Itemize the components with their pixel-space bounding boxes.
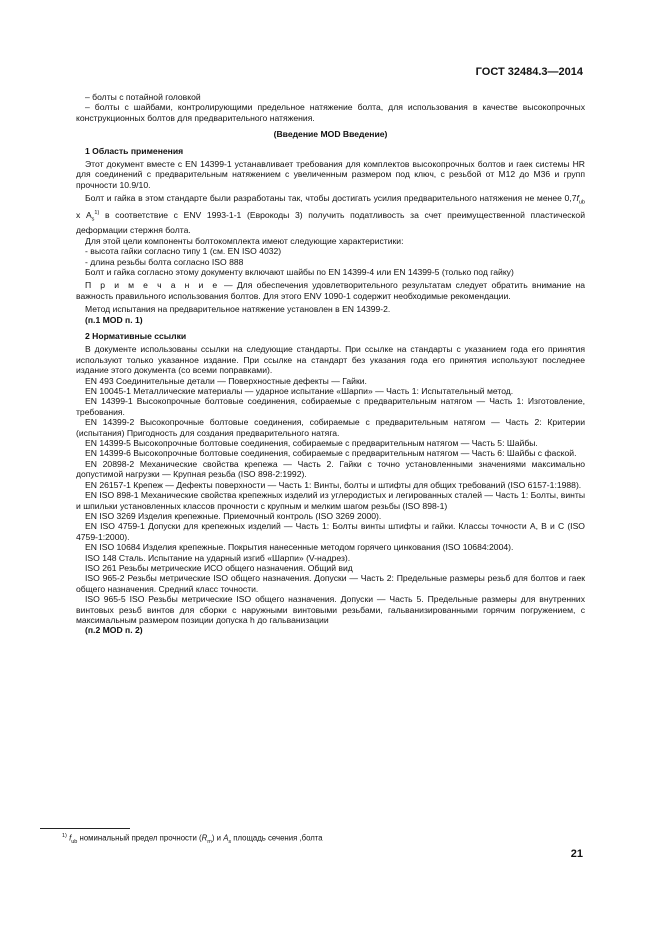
reference-item: ISO 965-2 Резьбы метрические ISO общего назначения. Допуски — Часть 2: Предельные размеры резьб для болтов и гаек общего назначения. Средний класс точности. (76, 573, 585, 594)
reference-item: EN 26157-1 Крепеж — Дефекты поверхности — Часть 1: Винты, болты и штифты для общих требований (ISO 6157-1:1988). (85, 479, 582, 490)
reference-item: EN 10045-1 Металлические материалы — ударное испытание «Шарпи» — Часть 1: Испытательный метод. (85, 386, 514, 397)
reference-item: ISO 965-5 ISO Резьбы метрические ISO общего назначения. Допуски — Часть 5. Предельные размеры для внутренних винтовых резьб винтов для сборки с наружными винтовыми резьбами, гальванизированными горячим погружением, с максимальным размером позиции допуска h до гальванизации (76, 594, 585, 625)
reference-item: EN ISO 3269 Изделия крепежные. Приемочный контроль (ISO 3269 2000). (85, 510, 382, 521)
page-content (76, 92, 585, 636)
section-2-reference: (п.2 MOD п. 2) (85, 625, 143, 636)
reference-item: EN 14399-1 Высокопрочные болтовые соединения, собираемые с предварительным натягом — Часть 1: Изготовление, требования. (76, 396, 585, 417)
reference-item: EN 14399-6 Высокопрочные болтовые соединения, собираемые с предварительным натягом — Часть 6: Шайбы с фаской. (85, 448, 577, 459)
section-1-paragraph: Болт и гайка в этом стандарте были разработаны так, чтобы достигать усилия предварительного натяжения не менее $0,7f_{ub}$ х $A_s^{1)}$ в соответствие с ENV 1993-1-1 (Еврокоды 3) получить податливость за счет преимущественной пластической деформации стержня болта. (76, 193, 585, 236)
section-1-paragraph: Для этой цели компоненты болтокомплекта имеют следующие характеристики: (85, 235, 404, 246)
section-1-paragraph: Этот документ вместе с EN 14399-1 устанавливает требования для комплектов высокопрочных болтов и гаек системы HR для соединений с предварительным натяжением с увеличенным размером под ключ, с резьбой от М12 до М36 и групп прочности 10.9/10. (76, 159, 585, 190)
reference-item: EN 14399-2 Высокопрочные болтовые соединения, собираемые с предварительным натягом — Часть 2: Критерии (испытания) Пригодность для создания предварительного натяга. (76, 417, 585, 438)
reference-item: EN ISO 4759-1 Допуски для крепежных изделий — Часть 1: Болты винты штифты и гайки. Классы точности А, В и С (ISO 4759-1:2000). (76, 521, 585, 542)
reference-item: EN 493 Соединительные детали — Поверхностные дефекты — Гайки. (85, 375, 367, 386)
section-2-intro: В документе использованы ссылки на следующие стандарты. При ссылке на стандарты с указанием года его принятия используют только указанное издание. При ссылке на стандарт без указания года его принятия используют последнее издание этого документа (со всеми поправками). (76, 344, 585, 376)
document-id: ГОСТ 32484.3—2014 (475, 66, 583, 78)
reference-item: ISO 261 Резьбы метрические ИСО общего назначения. Общий вид (85, 562, 353, 573)
intro-bullet: – болты с потайной головкой (85, 92, 201, 102)
reference-item: ISO 148 Сталь. Испытание на ударный изгиб «Шарпи» (V-надрез). (85, 552, 351, 563)
reference-item: EN ISO 10684 Изделия крепежные. Покрытия нанесенные методом горячего цинкования (ISO 10684:2004). (85, 542, 514, 553)
section-2-title: 2 Нормативные ссылки (85, 331, 187, 342)
section-1-paragraph: Болт и гайка согласно этому документу включают шайбы по EN 14399-4 или EN 14399-5 (только под гайку) (85, 266, 514, 277)
normative-references-list (76, 376, 585, 626)
reference-item: EN ISO 898-1 Механические свойства крепежных изделий из углеродистых и легированных сталей — Часть 1: Болты, винты и шпильки установленных классов прочности с крупным и мелким шагом резьбы (ISO 898-1) (76, 490, 585, 511)
section-1-paragraph: Метод испытания на предварительное натяжение установлен в EN 14399-2. (85, 304, 391, 315)
reference-item: EN 14399-5 Высокопрочные болтовые соединения, собираемые с предварительным натягом — Часть 5: Шайбы. (85, 438, 538, 449)
list-item: - высота гайки согласно типу 1 (см. EN ISO 4032) (85, 246, 282, 257)
section-1-reference: (п.1 MOD п. 1) (85, 314, 143, 325)
list-item: - длина резьбы болта согласно ISO 888 (85, 256, 244, 267)
intro-heading: (Введение MOD Введение) (273, 129, 388, 140)
note: П р и м е ч а н и е — Для обеспечения удовлетворительного результатам следует обратить внимание на важность правильного использования болтов. Для этого ENV 1090-1 содержит необходимые рекомендации. (76, 280, 585, 301)
intro-bullet: – болты с шайбами, контролирующими предельное натяжение болта, для использования в качестве высокопрочных конструкционных болтов для предварительного натяжения. (76, 102, 585, 123)
section-1-title: 1 Область применения (85, 145, 184, 156)
page-number: 21 (570, 848, 583, 860)
reference-item: EN 20898-2 Механические свойства крепежа — Часть 2. Гайки с точно установленными значениями максимально допустимой нагрузки — Крупная резьба (ISO 898-2:1992). (76, 458, 585, 480)
footnote-divider (40, 828, 130, 829)
footnote: $^{1)}$ $f_{ub}$ номинальный предел прочности $(R_m)$ и $A_s$ площадь сечения ,болта (62, 833, 323, 846)
note-label: П р и м е ч а н и е (85, 280, 220, 291)
